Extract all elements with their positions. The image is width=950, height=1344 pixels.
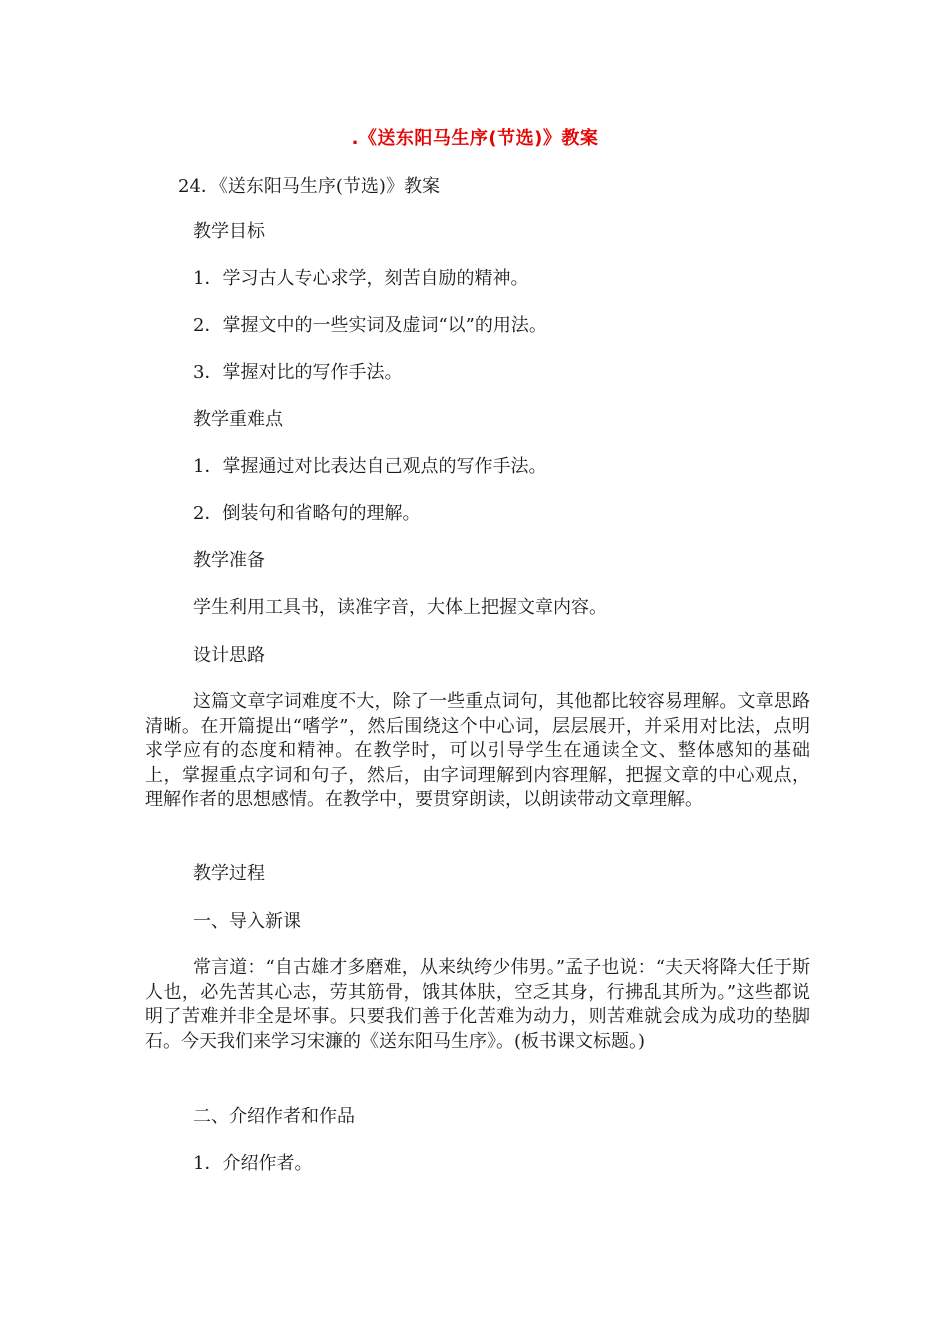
- document-title: .《送东阳马生序(节选)》教案: [351, 128, 599, 149]
- objective-item: 2．掌握文中的一些实词及虚词“以”的用法。: [193, 315, 547, 336]
- preparation-heading: 教学准备: [193, 550, 265, 571]
- key-point-item: 1．掌握通过对比表达自己观点的写作手法。: [193, 456, 547, 477]
- objective-item: 1．学习古人专心求学，刻苦自励的精神。: [193, 268, 529, 289]
- step1-heading: 一、导入新课: [193, 911, 301, 932]
- document-subtitle: 24．《送东阳马生序(节选)》教案: [178, 176, 440, 197]
- objective-item: 3．掌握对比的写作手法。: [193, 362, 403, 383]
- preparation-text: 学生利用工具书，读准字音，大体上把握文章内容。: [193, 597, 607, 618]
- step2-item: 1．介绍作者。: [193, 1153, 313, 1174]
- process-heading: 教学过程: [193, 863, 265, 884]
- key-points-heading: 教学重难点: [193, 409, 283, 430]
- design-paragraph: 这篇文章字词难度不大，除了一些重点词句，其他都比较容易理解。文章思路清晰。在开篇提出“嗜学”，然后围绕这个中心词，层层展开，并采用对比法，点明求学应有的态度和精神。在教学时，可以引导学生在通读全文、整体感知的基础上，掌握重点字词和句子，然后，由字词理解到内容理解，把握文章的中心观点，理解作者的思想感情。在教学中，要贯穿朗读，以朗读带动文章理解。: [145, 691, 810, 810]
- design-heading: 设计思路: [193, 645, 265, 666]
- key-point-item: 2．倒装句和省略句的理解。: [193, 503, 421, 524]
- step1-paragraph: 常言道：“自古雄才多磨难，从来纨绔少伟男。”孟子也说：“夫天将降大任于斯人也，必先苦其心志，劳其筋骨，饿其体肤，空乏其身，行拂乱其所为。”这些都说明了苦难并非全是坏事。只要我们善于化苦难为动力，则苦难就会成为成功的垫脚石。今天我们来学习宋濂的《送东阳马生序》。(板书课文标题。): [145, 957, 810, 1052]
- step2-heading: 二、介绍作者和作品: [193, 1106, 355, 1127]
- objectives-heading: 教学目标: [193, 221, 265, 242]
